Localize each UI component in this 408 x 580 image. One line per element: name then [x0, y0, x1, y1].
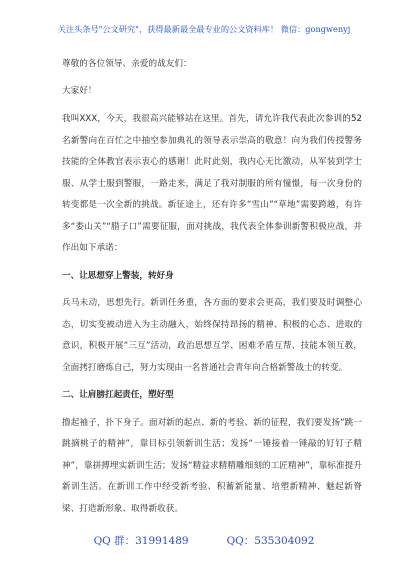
- qq-group-text: QQ 群：31991489: [93, 535, 189, 547]
- salutation: 尊敬的各位领导、亲爱的战友们：: [62, 59, 192, 69]
- qq-number-text: QQ：535304092: [226, 535, 315, 547]
- greeting: 大家好！: [62, 85, 97, 96]
- section-heading-1: 一、让思想穿上警装，转好身: [62, 270, 174, 281]
- document-body: [62, 54, 362, 520]
- section-paragraph-2: 撸起袖子，扑下身子。面对新的起点、新的考验、新的征程，我们要发扬“跳一跳摘桃子的精神”，靠目标引领新训生活；发扬“一锤接着一锤敲的钉钉子精神”，靠拼搏埋实新训生活；发扬“精益求精精雕细刻的工匠精神”，靠标准提升新训生活。在新训工作中经受新考验、积蓄新能量、培塑新精神、魅起新脊梁、打造新形象、取得新收获。: [62, 417, 362, 514]
- intro-paragraph: 我叫XXX，今天，我很高兴能够站在这里。首先，请允许我代表此次参训的52名新警向在百忙之中抽空参加典礼的领导表示崇高的敬意！向为我们传授警务技能的全体教官表示衷心的感谢！此时此刻，我内心无比激动，从军装到学士服、从学士服到警服，一路走来，满足了我对制服的所有憧憬，每一次身份的转变都是一次全新的挑战。新征途上，还有许多“雪山”“草地”需要跨越，有许多“娄山关”“腊子口”需要征服，面对挑战，我代表全体参训新警积极应战，并作出如下承诺：: [62, 114, 362, 253]
- section-heading-2: 二、让肩膀扛起责任，塑好型: [62, 390, 174, 400]
- footer-contact: [0, 533, 408, 548]
- header-banner: 关注头条号"公文研究"，获得最新最全最专业的公文资料库！ 微信：gongwenyj: [57, 24, 351, 34]
- section-paragraph-1: 兵马未动，思想先行。新训任务重，各方面的要求会更高，我们要及时调整心态，切实变被动进入为主动融入，始终保持昂扬的精神、积极的心态、进取的意识，积极开展“三互”活动，政治思想互学、困难矛盾互帮、技能本领互教，全面拷打磨炼自己，努力实现由一名普通社会青年向合格新警战士的转变。: [62, 298, 362, 373]
